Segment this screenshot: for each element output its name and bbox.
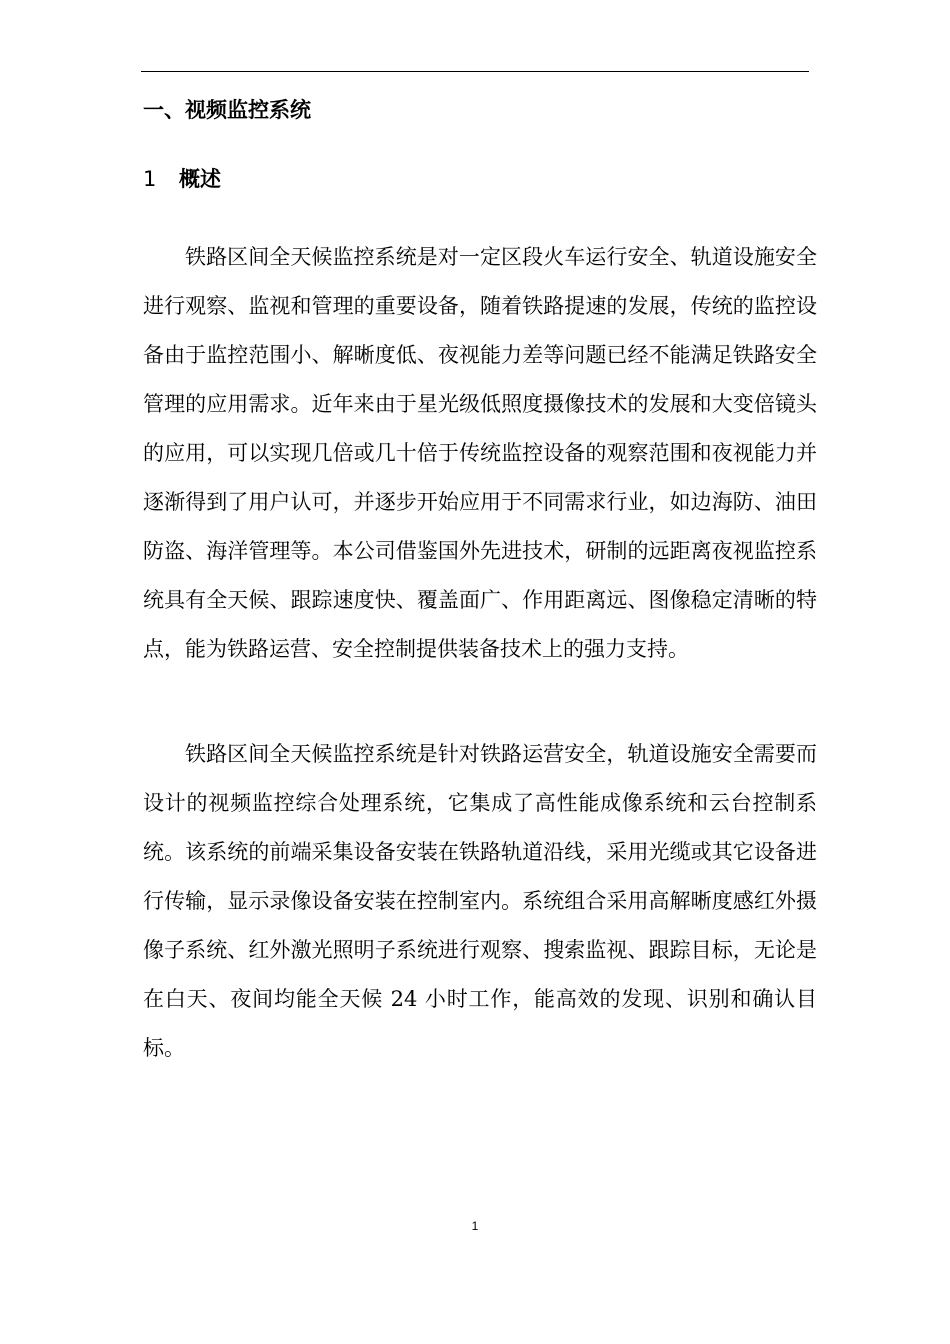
subsection-number: 1 xyxy=(143,167,157,191)
subsection-heading xyxy=(143,163,221,195)
section-heading: 一、视频监控系统 xyxy=(143,98,311,122)
header-rule xyxy=(141,71,809,72)
body-paragraph: 铁路区间全天候监控系统是针对铁路运营安全，轨道设施安全需要而设计的视频监控综合处理系统，它集成了高性能成像系统和云台控制系统。该系统的前端采集设备安装在铁路轨道沿线，采用光缆或其它设备进行传输，显示录像设备安装在控制室内。系统组合采用高解晰度感红外摄像子系统、红外激光照明子系统进行观察、搜索监视、跟踪目标，无论是在白天、夜间均能全天候 24 小时工作，能高效的发现、识别和确认目标。 xyxy=(143,742,817,1060)
body-paragraph: 铁路区间全天候监控系统是对一定区段火车运行安全、轨道设施安全进行观察、监视和管理的重要设备，随着铁路提速的发展，传统的监控设备由于监控范围小、解晰度低、夜视能力差等问题已经不能满足铁路安全管理的应用需求。近年来由于星光级低照度摄像技术的发展和大变倍镜头的应用，可以实现几倍或几十倍于传统监控设备的观察范围和夜视能力并逐渐得到了用户认可，并逐步开始应用于不同需求行业，如边海防、油田防盗、海洋管理等。本公司借鉴国外先进技术，研制的远距离夜视监控系统具有全天候、跟踪速度快、覆盖面广、作用距离远、图像稳定清晰的特点，能为铁路运营、安全控制提供装备技术上的强力支持。 xyxy=(143,245,817,661)
page-number: 1 xyxy=(471,1219,479,1233)
subsection-title: 概述 xyxy=(179,167,221,191)
